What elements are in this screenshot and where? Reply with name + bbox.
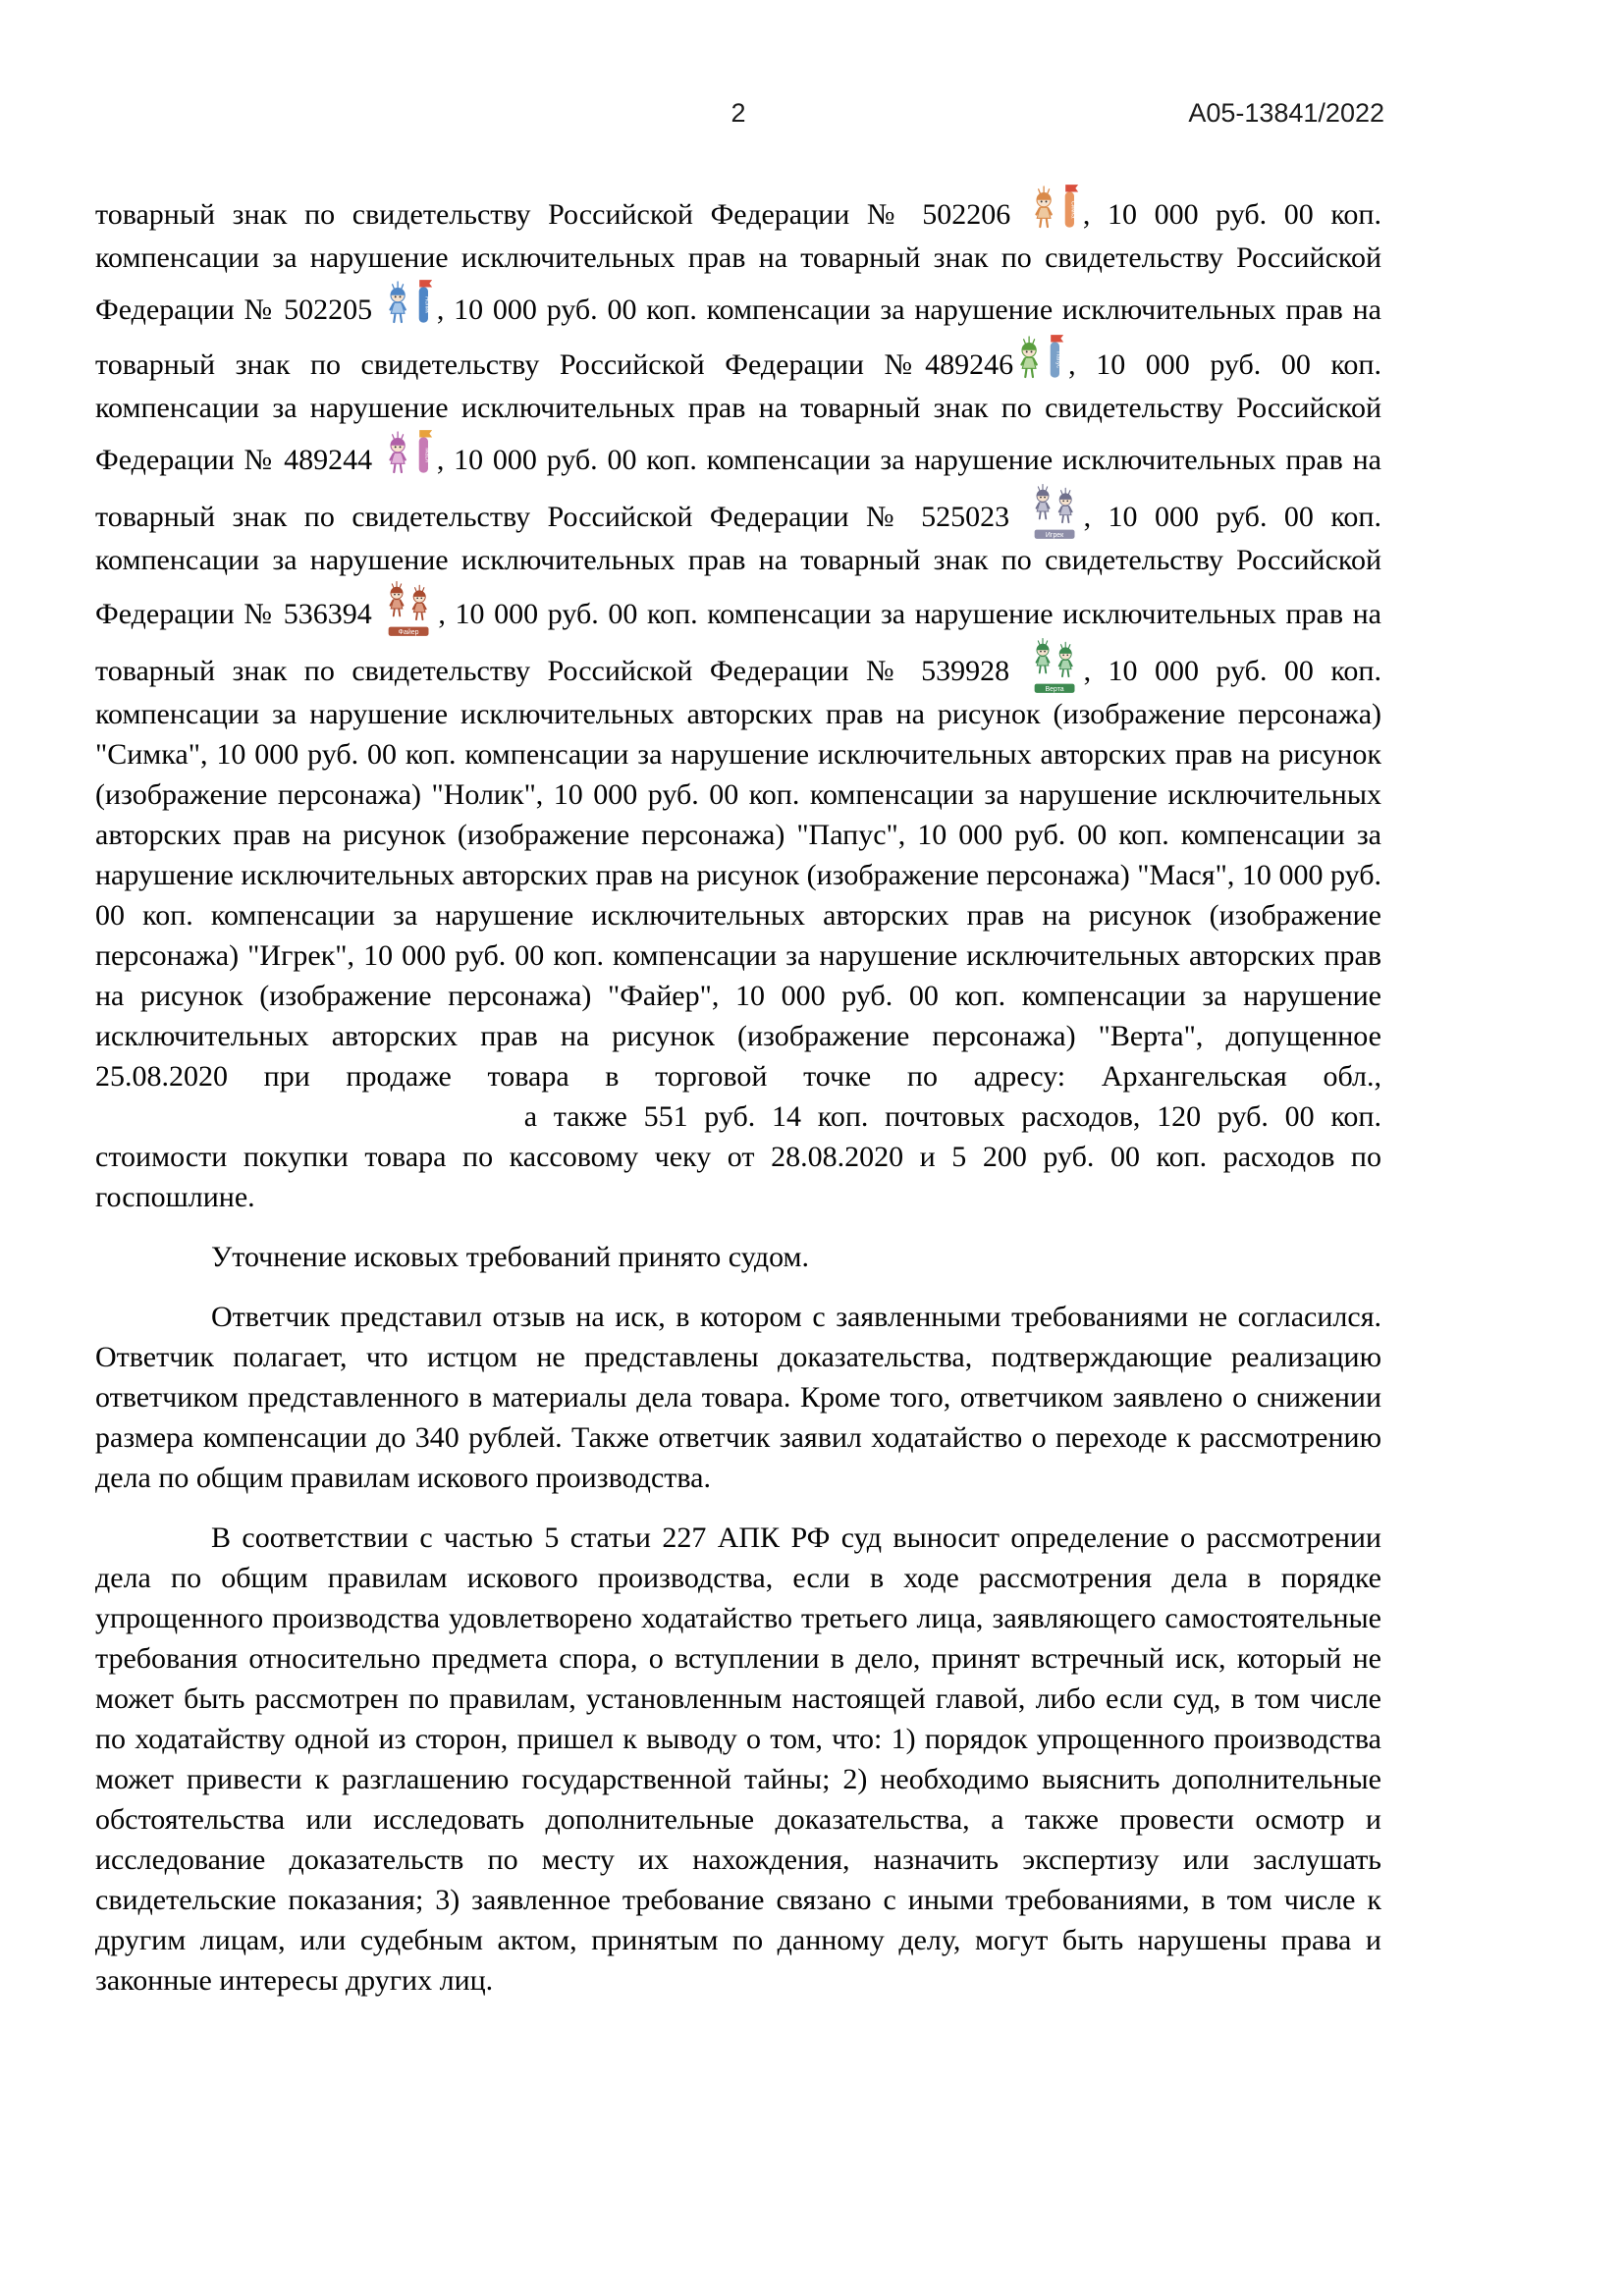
text-segment: В соответствии с частью 5 статьи 227 АПК РФ суд выносит определение о рассмотрении дела по общим правилам искового производства, если в ходе рассмотрения дела в порядке упрощенного производства удовлетворено ходатайство третьего лица, заявляющего самостоятельные требования относительно предмета спора, о вступлении в дело, принят встречный иск, который не может быть рассмотрен по правилам, установленным настоящей главой, либо если суд, в том числе по ходатайству одной из сторон, пришел к выводу о том, что: 1) порядок упрощенного производства может привести к разглашению государственной тайны; 2) необходимо выяснить дополнительные обстоятельства или исследовать дополнительные доказательства, а также провести осмотр и исследование доказательств по месту их нахождения, назначить экспертизу или заслушать свидетельские показания; 3) заявленное требование связано с иными требованиями, в том числе к другим лицам, или судебным актом, принятым по данному делу, могут быть нарушены права и законные интересы других лиц.	[95, 1522, 1381, 1997]
trademark-image-536394	[384, 580, 435, 637]
text-segment: , 10 000 руб. 00 коп. компенсации за нарушение исключительных авторских прав на рисунок (изображение персонажа) "Симка", 10 000 руб. 00 коп. компенсации за нарушение исключительных авторских прав на рисунок (изображение персонажа) "Нолик", 10 000 руб. 00 коп. компенсации за нарушение исключительных авторских прав на рисунок (изображение персонажа) "Папус", 10 000 руб. 00 коп. компенсации за нарушение исключительных авторских прав на рисунок (изображение персонажа) "Мася", 10 000 руб. 00 коп. компенсации за нарушение исключительных авторских прав на рисунок (изображение персонажа) "Игрек", 10 000 руб. 00 коп. компенсации за нарушение исключительных авторских прав на рисунок (изображение персонажа) "Файер", 10 000 руб. 00 коп. компенсации за нарушение исключительных авторских прав на рисунок (изображение персонажа) "Верта", допущенное 25.08.2020 при продаже товара в торговой точке по адресу: Архангельская обл.,	[95, 655, 1381, 1093]
trademark-image-489244	[385, 428, 434, 483]
paragraph-4	[95, 1518, 1381, 2001]
text-segment: товарный знак по свидетельству Российской Федерации № 502206	[95, 198, 1028, 231]
svg-text:Нолик: Нолик	[423, 296, 430, 314]
text-segment: , 10 000 руб. 00 коп. компенсации за нарушение исключительных прав на товарный знак по свидетельству Российской Федерации № 502205	[95, 198, 1381, 326]
svg-text:Папус: Папус	[1055, 351, 1061, 368]
paragraph-1	[95, 183, 1381, 1217]
redacted-address-gap	[95, 1125, 508, 1126]
text-segment: а также 551 руб. 14 коп. почтовых расходов, 120 руб. 00 коп. стоимости покупки товара по кассовому чеку от 28.08.2020 и 5 200 руб. 00 коп. расходов по госпошлине.	[95, 1100, 1381, 1213]
svg-text:Игрек: Игрек	[1045, 531, 1063, 539]
text-segment: Уточнение исковых требований принято судом.	[211, 1241, 809, 1273]
svg-text:Мася: Мася	[423, 448, 430, 462]
trademark-image-539928	[1030, 637, 1081, 694]
svg-text:Файер: Файер	[399, 628, 419, 636]
text-segment: , 10 000 руб. 00 коп. компенсации за нарушение исключительных прав на товарный знак по свидетельству Российской Федерации № 525023	[95, 444, 1381, 533]
document-body	[95, 183, 1381, 2020]
text-segment: , 10 000 руб. 00 коп. компенсации за нарушение исключительных прав на товарный знак по свидетельству Российской Федерации № 489244	[95, 348, 1381, 476]
trademark-image-502206	[1031, 183, 1080, 238]
svg-text:Симка: Симка	[1069, 200, 1076, 219]
text-segment: Ответчик представил отзыв на иск, в котором с заявленными требованиями не согласился. Ответчик полагает, что истцом не представлены доказательства, подтверждающие реализацию ответчиком представленного в материалы дела товара. Кроме того, ответчиком заявлено о снижении размера компенсации до 340 рублей. Также ответчик заявил ходатайство о переходе к рассмотрению дела по общим правилам искового производства.	[95, 1301, 1381, 1494]
page-header	[95, 98, 1384, 137]
paragraph-2	[95, 1237, 1381, 1277]
paragraph-3	[95, 1297, 1381, 1498]
trademark-image-502205	[385, 278, 434, 333]
text-segment: , 10 000 руб. 00 коп. компенсации за нарушение исключительных прав на товарный знак по свидетельству Российской Федерации №489246	[95, 294, 1381, 381]
text-segment: , 10 000 руб. 00 коп. компенсации за нарушение исключительных прав на товарный знак по свидетельству Российской Федерации № 536394	[95, 501, 1381, 630]
trademark-image-525023	[1030, 483, 1081, 540]
svg-text:Верта: Верта	[1045, 685, 1064, 693]
text-segment: , 10 000 руб. 00 коп. компенсации за нарушение исключительных прав на товарный знак по свидетельству Российской Федерации № 539928	[95, 598, 1381, 687]
case-number: А05-13841/2022	[1188, 98, 1384, 128]
trademark-image-489246	[1016, 333, 1065, 388]
page-number: 2	[730, 98, 746, 128]
